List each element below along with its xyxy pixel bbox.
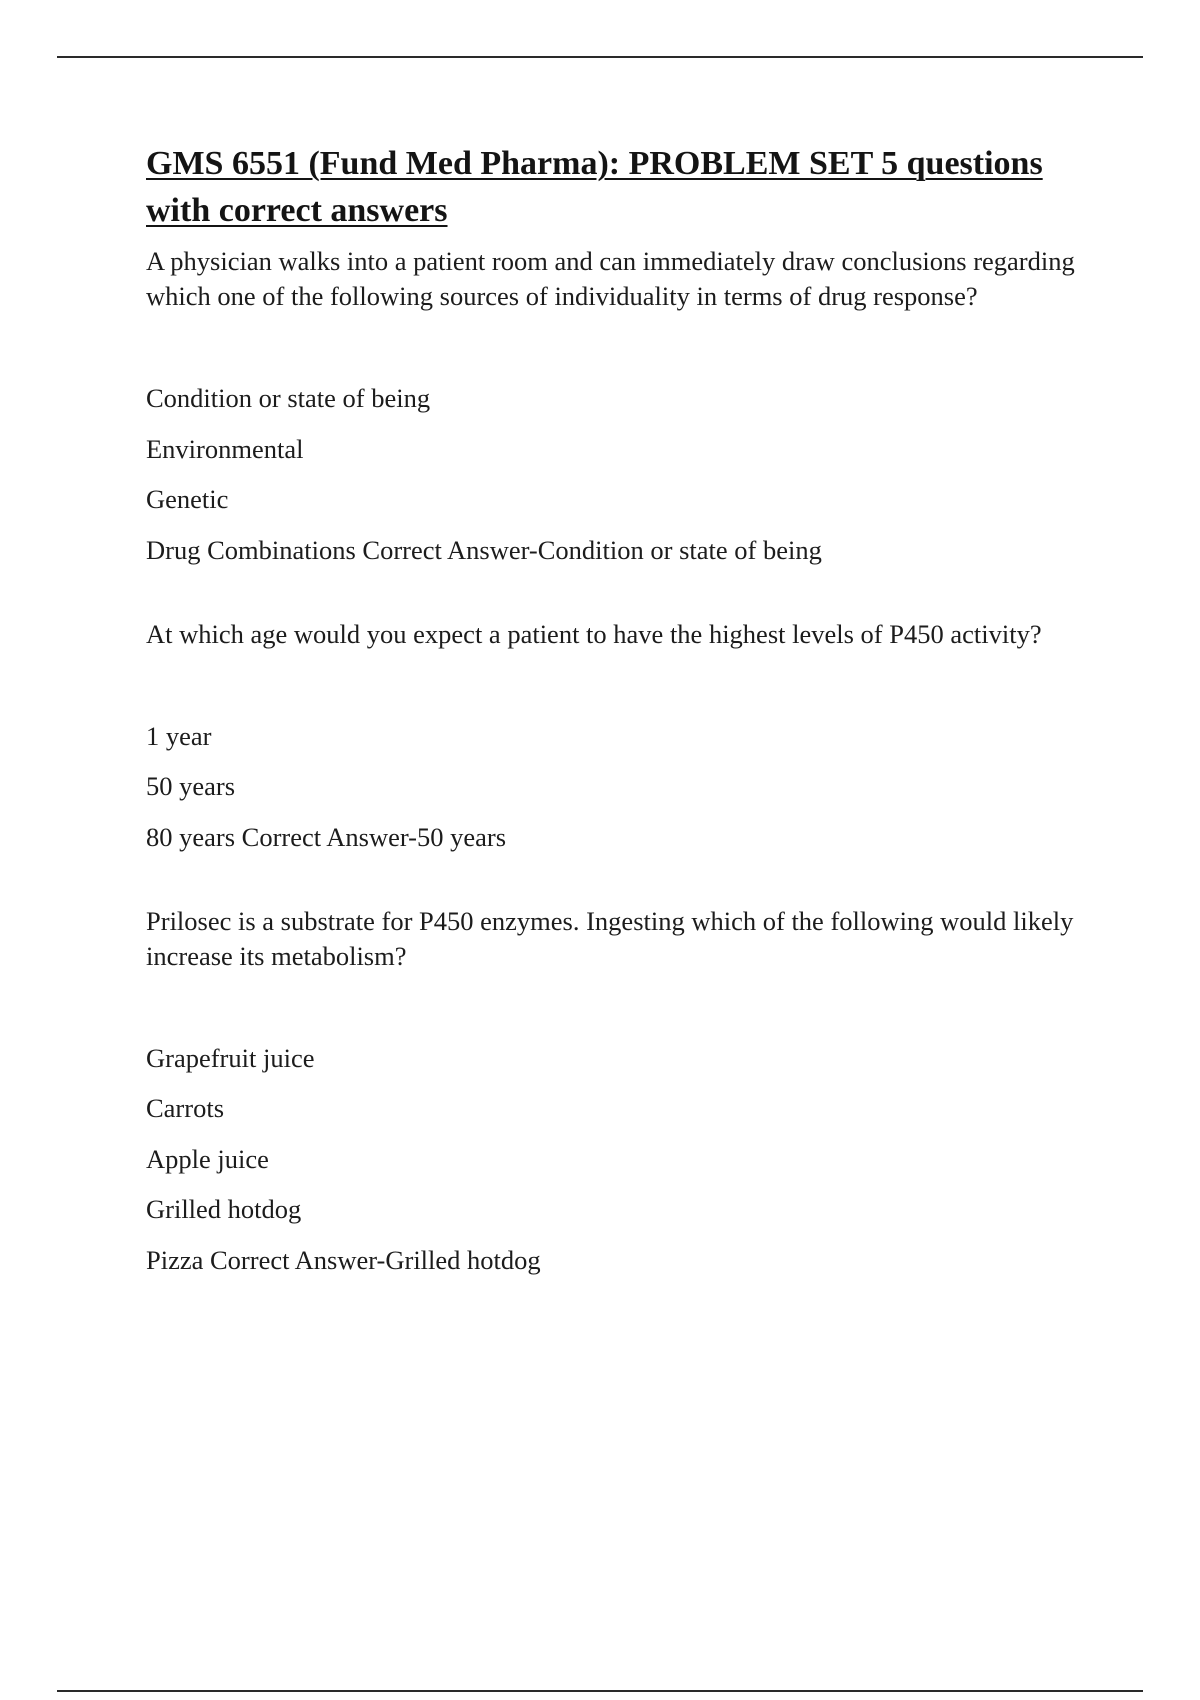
question-block-1 [146, 244, 1076, 568]
question-prompt: At which age would you expect a patient to have the highest levels of P450 activity? [146, 618, 1042, 649]
answer-options [146, 719, 1076, 855]
answer-option: Carrots [146, 1093, 225, 1123]
answer-option: Genetic [146, 484, 229, 514]
question-prompt: A physician walks into a patient room and can immediately draw conclusions regarding which one of the following sources of individuality in terms of drug response? [146, 246, 1075, 311]
answer-option-with-correct-answer: 80 years Correct Answer-50 years [146, 821, 507, 852]
answer-option: Grilled hotdog [146, 1194, 302, 1224]
answer-option: 50 years [146, 771, 236, 801]
footer-rule [57, 1690, 1143, 1692]
header-rule [57, 56, 1143, 58]
answer-options [146, 1041, 1076, 1278]
question-block-2 [146, 617, 1076, 855]
question-prompt: Prilosec is a substrate for P450 enzymes. Ingesting which of the following would likely increase its metabolism? [146, 905, 1074, 971]
answer-option: Apple juice [146, 1143, 269, 1174]
answer-options [146, 381, 1076, 568]
answer-option: Environmental [146, 433, 304, 464]
answer-option: 1 year [146, 720, 212, 751]
answer-option-with-correct-answer: Pizza Correct Answer-Grilled hotdog [146, 1244, 541, 1275]
answer-option: Condition or state of being [146, 383, 431, 413]
document-body [146, 140, 1076, 1293]
answer-option-with-correct-answer: Drug Combinations Correct Answer-Condition or state of being [146, 534, 822, 565]
answer-option: Grapefruit juice [146, 1042, 315, 1073]
document-title: GMS 6551 (Fund Med Pharma): PROBLEM SET 5 questions with correct answers [146, 145, 1043, 229]
question-block-3 [146, 904, 1076, 1278]
